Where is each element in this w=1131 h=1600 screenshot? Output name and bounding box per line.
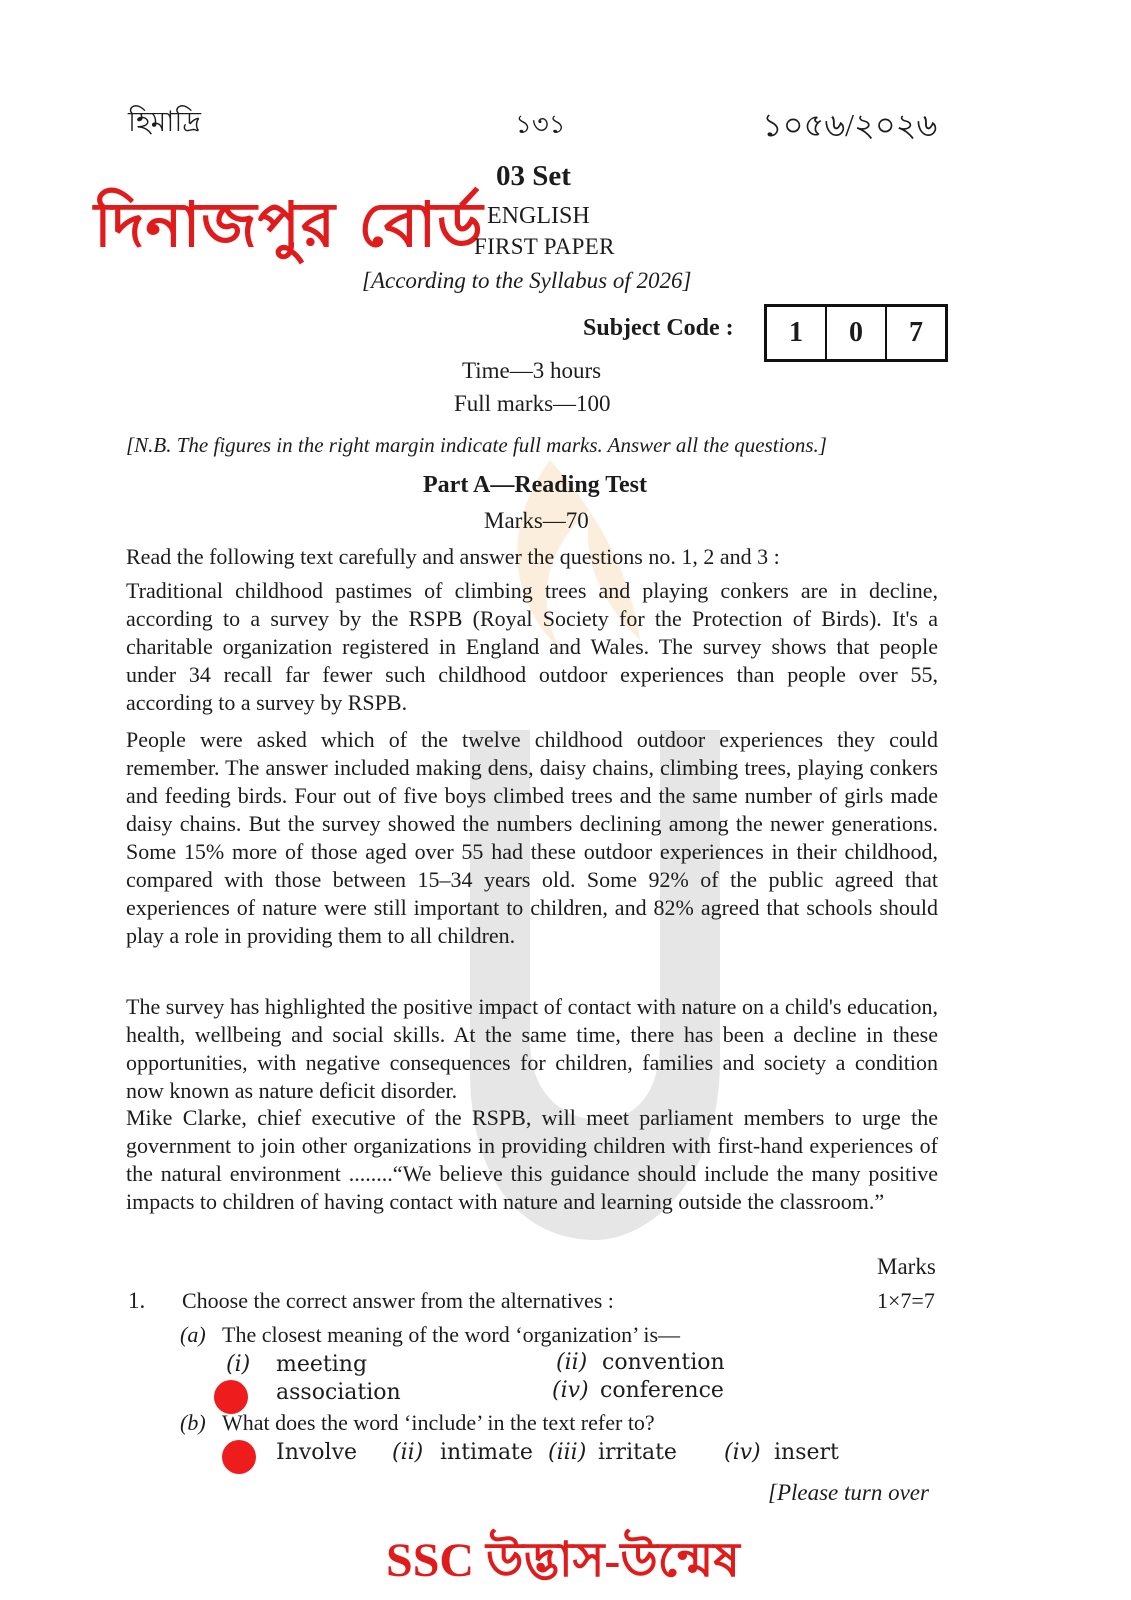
set-label: 03 Set — [496, 160, 571, 192]
option-text: intimate — [440, 1440, 533, 1465]
subq-a-text: The closest meaning of the word ‘organization’ is— — [222, 1322, 681, 1347]
answer-mark-dot — [214, 1380, 248, 1414]
passage-paragraph: Traditional childhood pastimes of climbing trees and playing conkers are in decline, according to a survey by the RSPB (Royal Society for the Protection of Birds). It's a charitable organization registered in England and Wales. The survey shows that people under 34 recall far fewer such childhood outdoor experiences than people over 55, according to a survey by RSPB. — [126, 578, 938, 715]
subq-b-text: What does the word ‘include’ in the text refer to? — [222, 1410, 655, 1435]
option-label: (iv) — [724, 1440, 761, 1465]
option-label: (ii) — [392, 1440, 424, 1465]
turn-over-note: [Please turn over — [768, 1480, 929, 1505]
answer-mark-dot — [222, 1440, 256, 1474]
header-page-number: ১৩১ — [515, 110, 566, 139]
option-text: convention — [602, 1350, 725, 1375]
option-label: (ii) — [556, 1350, 588, 1375]
marks-column-header: Marks — [877, 1254, 936, 1279]
option-text: Involve — [276, 1440, 358, 1465]
part-marks: Marks—70 — [484, 508, 589, 533]
passage-paragraph: The survey has highlighted the positive impact of contact with nature on a child's education, health, wellbeing and social skills. At the same time, there has been a decline in these opportunities, with negative consequences for children, families and society a condition now known as nature deficit disorder. — [126, 994, 938, 1103]
subject-code-label: Subject Code : — [583, 315, 734, 341]
option-text: insert — [774, 1440, 839, 1465]
option-label: (i) — [226, 1352, 251, 1377]
option-text: meeting — [276, 1352, 368, 1377]
subject-code-box — [764, 304, 948, 362]
code-digit: 1 — [767, 307, 827, 359]
header-code: ১০৫৬/২০২৬ — [762, 107, 938, 143]
code-digit: 7 — [909, 317, 923, 348]
code-digit: 0 — [827, 307, 887, 359]
header-left: হিমাদ্রি — [128, 107, 202, 138]
paper-title: FIRST PAPER — [474, 234, 615, 259]
subq-b-label: (b) — [180, 1410, 206, 1435]
syllabus-note: [According to the Syllabus of 2026] — [362, 268, 692, 293]
option-text: conference — [600, 1378, 724, 1403]
question-text: Choose the correct answer from the alternatives : — [182, 1288, 614, 1313]
option-text: irritate — [598, 1440, 677, 1465]
question-number: 1. — [128, 1288, 146, 1313]
subq-a-label: (a) — [180, 1322, 206, 1347]
time-allowed: Time—3 hours — [462, 358, 602, 383]
passage-paragraph: Mike Clarke, chief executive of the RSPB, will meet parliament members to urge the government to join other organizations in providing children with first-hand experiences of the natural environment ........“We believe this guidance should include the many positive impacts to children of having contact with nature and learning outside the classroom.” — [126, 1105, 938, 1214]
board-stamp: দিনাজপুর বোর্ড — [94, 188, 484, 261]
subject-title: ENGLISH — [487, 203, 590, 229]
passage-paragraph: People were asked which of the twelve childhood outdoor experiences they could remember. The answer included making dens, daisy chains, climbing trees, playing conkers and feeding birds. Four out of five boys climbed trees and the same number of girls made daisy chains. But the survey showed the numbers declining among the newer generations. Some 15% more of those aged over 55 had these outdoor experiences in their childhood, compared with those between 15–34 years old. Some 92% of the public agreed that experiences of nature were still important to children, and 82% agreed that schools should play a role in providing them to all children. — [126, 727, 938, 948]
option-label: (iv) — [552, 1378, 589, 1403]
full-marks: Full marks—100 — [454, 391, 611, 416]
part-title: Part A—Reading Test — [423, 472, 648, 498]
footer-branding: SSC উদ্ভাস-উন্মেষ — [386, 1534, 740, 1587]
option-text: association — [276, 1380, 401, 1405]
nb-note: [N.B. The figures in the right margin indicate full marks. Answer all the questions.] — [126, 433, 827, 457]
option-label: (iii) — [548, 1440, 587, 1465]
instruction: Read the following text carefully and answer the questions no. 1, 2 and 3 : — [126, 544, 780, 569]
question-marks: 1×7=7 — [877, 1288, 935, 1313]
